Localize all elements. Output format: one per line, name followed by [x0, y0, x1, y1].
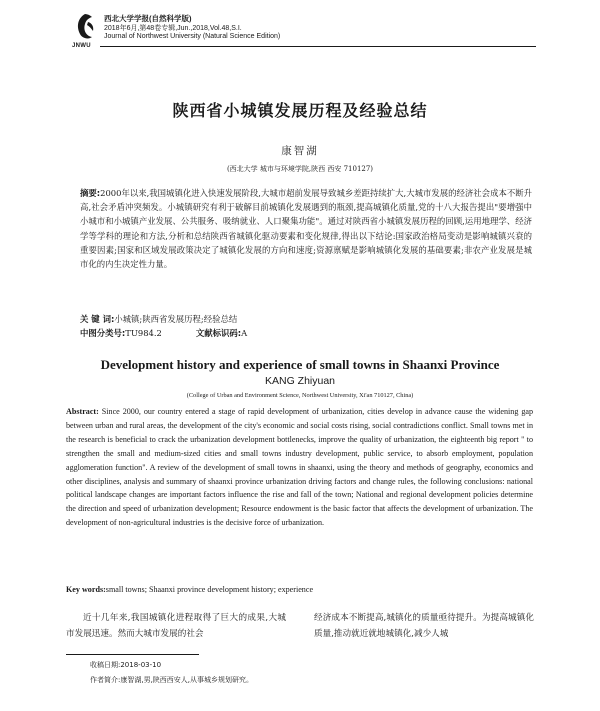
footnote-received: 收稿日期:2018-03-10 — [90, 661, 162, 669]
footnote-author: 作者简介:康智湖,男,陕西西安人,从事城乡规划研究。 — [90, 676, 254, 684]
header-rule — [100, 46, 536, 47]
title-cn: 陕西省小城镇发展历程及经验总结 — [172, 101, 428, 120]
abstract-en — [66, 405, 533, 530]
class-code: TU984.2 — [125, 328, 162, 338]
doc-code: A — [241, 328, 248, 338]
footnote-rule — [66, 654, 199, 655]
affiliation-cn: (西北大学 城市与环境学院,陕西 西安 710127) — [226, 165, 374, 173]
journal-logo-icon — [72, 12, 98, 42]
class-label-cn: 中图分类号: — [80, 328, 126, 338]
body-column-right: 经济成本不断提高,城镇化的质量亟待提升。为提高城镇化质量,推动就近就地城镇化,减少人城 — [314, 613, 534, 639]
abstract-text-cn: 2000年以来,我国城镇化进入快速发展阶段,大城市超前发展导致城乡差距持续扩大,大城市发展的经济社会成本不断升高,社会矛盾冲突频发。小城镇研究有利于破解目前城镇化发展遇到的瓶颈,提高城镇化质量,党的十八大报告提出"要增强中小城市和小城镇产业发展、公共服务、吸纳就业、人口聚集功能"。通过对陕西省小城镇发展历程的回顾,运用地理学、经济学等学科的理论和方法,分析和总结陕西省城镇化驱动要素和变化规律,得出以下结论:国家政治格局变动是影响城镇兴衰的重要因素;国家和区域发展政策决定了城镇化发展的方向和速度;资源禀赋是影响城镇化发展的基础要素;非农产业发展是城市化的内生决定性力量。 — [80, 188, 532, 270]
abstract-cn — [80, 186, 532, 271]
logo-text: JNWU — [72, 43, 91, 49]
abstract-label-en: Abstract: — [66, 407, 99, 416]
affiliation-en: (College of Urban and Environment Science, Northwest University, Xi'an 710127, China) — [186, 392, 414, 399]
keywords-text-en: small towns; Shaanxi province development history; experience — [105, 585, 314, 594]
keywords-cn — [80, 313, 532, 325]
issue-line: 2018年6月,第48卷专辑,Jun.,2018,Vol.48,S.I. — [104, 25, 242, 32]
abstract-text-en: Since 2000, our country entered a stage of rapid development of urbanization, cities develop in advance cause the widening gap between urban and rural areas, the development of the city's economic and social costs rising, social contradictions conflict. Small towns met in the research is beneficial to crack the urbanization development bottlenecks, improve the quality of urbanization, the eighteenth big report " to strengthen the small and medium-sized cities and small towns industry development, public service, to absorb employment, population agglomeration function". A review of the development of small towns in shaanxi, using the theory and methods of geography, economics and other disciplines, analysis and summary of shaanxi province urbanization driving factors and change rules, the following conclusions: national political landscape changes are important factors influence the rise and fall of the town; National and regional development policies determine the direction and speed of urbanization development; Resource endowment is the basic factor that affects the development of urbanization. The development of non-agricultural industries is the decisive force of urbanization. — [66, 407, 533, 528]
author-cn: 康智湖 — [281, 145, 319, 157]
journal-name-cn: 西北大学学报(自然科学版) — [104, 14, 192, 23]
classification-cn — [80, 327, 532, 339]
keywords-label-cn: 关 键 词: — [80, 314, 115, 324]
doc-label-cn: 文献标识码: — [195, 328, 242, 338]
abstract-label-cn: 摘要: — [80, 188, 101, 198]
journal-name-en: Journal of Northwest University (Natural Science Edition) — [104, 33, 281, 40]
keywords-en — [66, 585, 533, 594]
author-en: KANG Zhiyuan — [264, 375, 336, 387]
keywords-label-en: Key words: — [66, 585, 106, 594]
body-column-left: 近十几年来,我国城镇化进程取得了巨大的成果,大城市发展迅速。然而大城市发展的社会 — [66, 613, 286, 639]
keywords-text-cn: 小城镇;陕西省发展历程;经验总结 — [114, 314, 238, 324]
title-en: Development history and experience of small towns in Shaanxi Province — [100, 357, 500, 372]
